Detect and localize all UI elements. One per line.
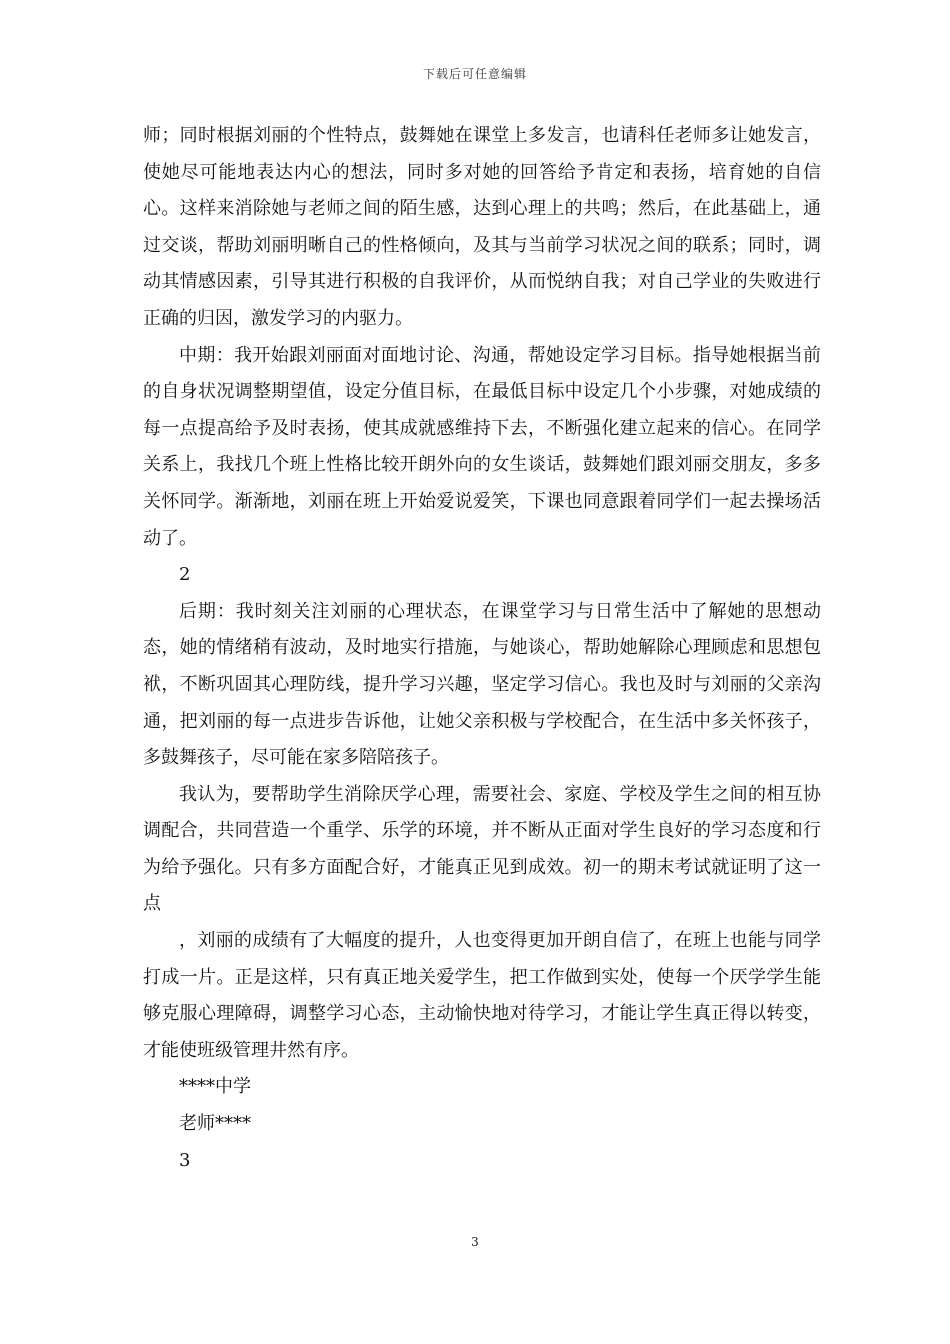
section-marker-3: 3 bbox=[179, 1149, 191, 1171]
paragraph-intro-continuation: 师；同时根据刘丽的个性特点，鼓舞她在课堂上多发言，也请科任老师多让她发言，使她尽可能地表达内心的想法，同时多对她的回答给予肯定和表扬，培育她的自信心。这样来消除她与老师之间的陌生感，达到心理上的共鸣；然后，在此基础上，通过交谈，帮助刘丽明晰自己的性格倾向，及其与当前学习状况之间的联系；同时，调动其情感因素，引导其进行积极的自我评价，从而悦纳自我；对自己学业的失败进行正确的归因，激发学习的内驱力。 bbox=[143, 125, 821, 329]
signature-school: ****中学 bbox=[179, 1076, 251, 1098]
page-number: 3 bbox=[471, 1235, 479, 1249]
document-body bbox=[143, 118, 821, 1179]
section-marker-2: 2 bbox=[179, 564, 191, 586]
page-header: 下载后可任意编辑 bbox=[422, 67, 527, 81]
paragraph-middle-phase: 中期：我开始跟刘丽面对面地讨论、沟通，帮她设定学习目标。指导她根据当前的自身状况调整期望值，设定分值目标，在最低目标中设定几个小步骤，对她成绩的每一点提高给予及时表扬，使其成就感维持下去，不断强化建立起来的信心。在同学关系上，我找几个班上性格比较开朗外向的女生谈话，鼓舞她们跟刘丽交朋友，多多关怀同学。渐渐地，刘丽在班上开始爱说爱笑，下课也同意跟着同学们一起去操场活动了。 bbox=[143, 344, 821, 549]
signature-teacher: 老师**** bbox=[179, 1113, 251, 1135]
paragraph-opinion: 我认为，要帮助学生消除厌学心理，需要社会、家庭、学校及学生之间的相互协调配合，共同营造一个重学、乐学的环境，并不断从正面对学生良好的学习态度和行为给予强化。只有多方面配合好，才能真正见到成效。初一的期末考试就证明了这一点 bbox=[143, 783, 821, 915]
paragraph-late-phase: 后期：我时刻关注刘丽的心理状态，在课堂学习与日常生活中了解她的思想动态，她的情绪稍有波动，及时地实行措施，与她谈心，帮助她解除心理顾虑和思想包袱，不断巩固其心理防线，提升学习兴趣，坚定学习信心。我也及时与刘丽的父亲沟通，把刘丽的每一点进步告诉他，让她父亲积极与学校配合，在生活中多关怀孩子，多鼓舞孩子，尽可能在家多陪陪孩子。 bbox=[143, 600, 821, 769]
paragraph-result: ，刘丽的成绩有了大幅度的提升，人也变得更加开朗自信了，在班上也能与同学打成一片。正是这样，只有真正地关爱学生，把工作做到实处，使每一个厌学学生能够克服心理障碍，调整学习心态，主动愉快地对待学习，才能让学生真正得以转变，才能使班级管理井然有序。 bbox=[143, 930, 821, 1061]
